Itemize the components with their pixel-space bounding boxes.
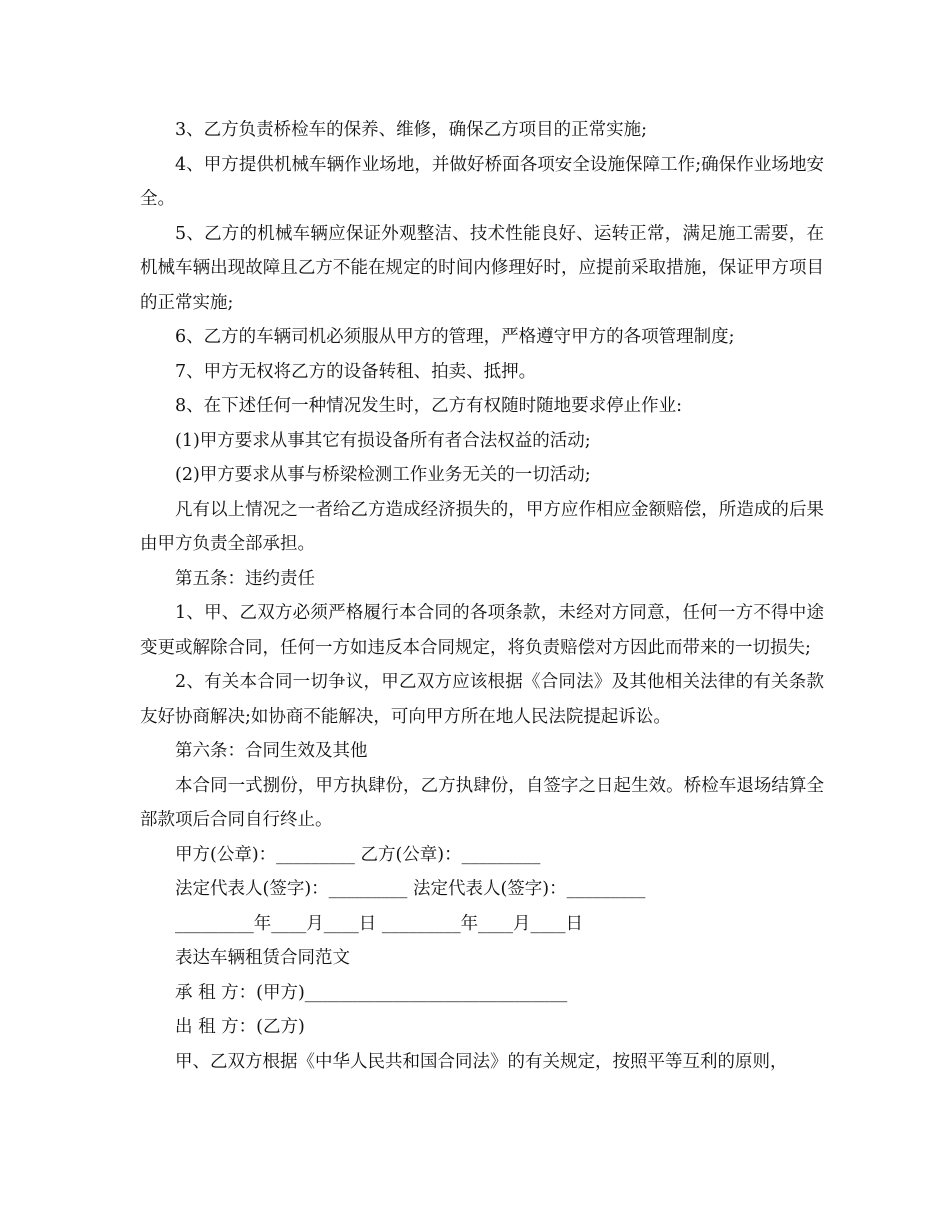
paragraph-clause-4: 4、甲方提供机械车辆作业场地，并做好桥面各项安全设施保障工作;确保作业场地安全。 — [140, 154, 824, 209]
section-heading-article-6: 第六条：合同生效及其他 — [175, 741, 368, 761]
paragraph-article-5-item-2: 2、有关本合同一切争议，甲乙双方应该根据《合同法》及其他相关法律的有关条款友好协商解决;如协商不能解决，可向甲方所在地人民法院提起诉讼。 — [140, 672, 824, 727]
paragraph-article-5-item-1: 1、甲、乙双方必须严格履行本合同的各项条款，未经对方同意，任何一方不得中途变更或解除合同，任何一方如违反本合同规定，将负责赔偿对方因此而带来的一切损失; — [140, 603, 824, 658]
contract-title: 表达车辆租赁合同范文 — [175, 948, 350, 968]
paragraph-preamble: 甲、乙双方根据《中华人民共和国合同法》的有关规定，按照平等互利的原则， — [175, 1051, 788, 1072]
signature-line-dates: _________年____月____日 _________年____月____日 — [175, 913, 584, 934]
paragraph-compensation: 凡有以上情况之一者给乙方造成经济损失的，甲方应作相应金额赔偿，所造成的后果由甲方负责全部承担。 — [140, 499, 824, 554]
party-lessor-line: 出 租 方：(乙方) — [175, 1017, 305, 1037]
paragraph-clause-8-item-1: (1)甲方要求从事其它有损设备所有者合法权益的活动; — [175, 430, 591, 451]
paragraph-article-6-body: 本合同一式捌份，甲方执肆份，乙方执肆份，自签字之日起生效。桥检车退场结算全部款项后合同自行终止。 — [140, 775, 824, 830]
signature-line-representatives: 法定代表人(签字)：_________ 法定代表人(签字)：_________ — [175, 879, 646, 899]
signature-line-seals: 甲方(公章)：_________ 乙方(公章)：_________ — [175, 844, 541, 865]
paragraph-clause-3: 3、乙方负责桥检车的保养、维修，确保乙方项目的正常实施; — [175, 120, 648, 140]
paragraph-clause-8: 8、在下述任何一种情况发生时，乙方有权随时随地要求停止作业: — [175, 396, 683, 416]
paragraph-clause-8-item-2: (2)甲方要求从事与桥梁检测工作业务无关的一切活动; — [175, 465, 591, 485]
section-heading-article-5: 第五条：违约责任 — [175, 568, 315, 589]
paragraph-clause-5: 5、乙方的机械车辆应保证外观整洁、技术性能良好、运转正常，满足施工需要，在机械车辆出现故障且乙方不能在规定的时间内修理好时，应提前采取措施，保证甲方项目的正常实施; — [140, 223, 824, 313]
party-lessee-line: 承 租 方：(甲方)______________________________ — [175, 982, 568, 1003]
paragraph-clause-6: 6、乙方的车辆司机必须服从甲方的管理，严格遵守甲方的各项管理制度; — [175, 327, 735, 347]
paragraph-clause-7: 7、甲方无权将乙方的设备转租、拍卖、抵押。 — [175, 361, 537, 382]
